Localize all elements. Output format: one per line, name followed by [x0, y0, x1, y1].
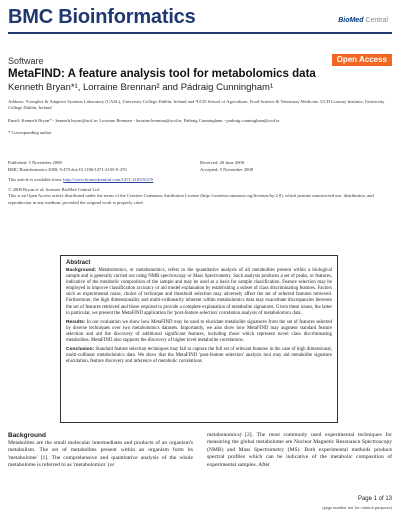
- abstract-box: [60, 255, 338, 423]
- author-address: Address: ¹Complex & Adaptive Systems Laboratory (CASL), University College Dublin, Ireland and ²UCD School of Agriculture, Food Science & Veterinary Medicine, UCD Conway Institute, University College Dublin, Ireland: [8, 99, 385, 110]
- article-type: Software: [8, 56, 44, 66]
- accepted-date: Accepted: 5 November 2008: [200, 166, 253, 172]
- background-heading: Background: [8, 432, 46, 439]
- review-dates: [200, 160, 390, 173]
- article-url-link[interactable]: http://www.biomedcentral.com/1471-2105/9/470: [63, 177, 154, 182]
- conclusion-text: Standard feature selection techniques may fail to capture the full set of relevant features in the case of high dimensional, multi-collinear metabolomics data. We show that the MetaFIND 'post-feature selection' analysis tool may aid metabolite signature elucidation, feature discovery and inference of metabolic correlations.: [66, 347, 332, 365]
- availability-prefix: This article is available from:: [8, 177, 64, 182]
- corresponding-author-note: * Corresponding author: [8, 130, 52, 135]
- publisher-logo: [338, 14, 388, 28]
- license-text: This is an Open Access article distributed under the terms of the Creative Commons Attribution License (http://creativecommons.org/licenses/by/2.0), which permits unrestricted use, distribution, and reproduction in any medium, provided the original work is properly cited.: [8, 193, 374, 205]
- license-block: [8, 187, 392, 206]
- availability-line: [8, 177, 392, 184]
- abstract-conclusion: [66, 347, 332, 365]
- published-date: Published: 5 November 2008: [8, 160, 62, 165]
- logo-biomed: BioMed: [338, 17, 364, 24]
- abstract-heading: Abstract: [66, 260, 91, 266]
- body-column-left: Metabolites are the small molecular intermediates and products of an organism's metabolism. The set of metabolites present within an organism form its 'metabolome' [1]. The comprehensive and quantitative analysis of the whole metabolome is referred to as 'metabolomics' (or: [8, 440, 193, 469]
- open-access-badge[interactable]: Open Access: [332, 54, 392, 66]
- author-list: Kenneth Bryan*¹, Lorraine Brennan² and Pádraig Cunningham¹: [8, 82, 274, 93]
- publication-info: [8, 160, 198, 173]
- header-rule: [8, 32, 392, 34]
- page-number-note: (page number not for citation purposes): [322, 505, 392, 510]
- results-text: In our evaluation we show how MetaFIND may be used to elucidate metabolite signatures from the set of features selected by diverse techniques over two metabolomics datasets. Importantly, we also show how MetaFIND may augment standard feature selection and aid the discovery of additional significant features, including those which represent novel class discriminating metabolites. MetaFIND also supports the discovery of higher level metabolite correlations.: [66, 319, 332, 344]
- citation-line: BMC Bioinformatics 2008, 9:470 doi:10.1186/1471-2105-9-470: [8, 166, 127, 172]
- body-column-right: metabonomics) [2]. The most commonly used experimental techniques for measuring the global metabolome are Nuclear Magnetic Resonance Spectroscopy (NMR) and Mass Spectrometry (MS). Both experimental methods produce spectral profiles which can be indicative of the metabolic composition of experimental samples. After: [207, 432, 392, 468]
- conclusion-label: Conclusion:: [66, 347, 95, 353]
- copyright-line: © 2008 Bryan et al; licensee BioMed Central Ltd.: [8, 187, 100, 192]
- abstract-results: [66, 320, 332, 344]
- page-number: Page 1 of 13: [357, 496, 392, 502]
- received-date: Received: 26 June 2008: [200, 160, 245, 165]
- abstract-background: [66, 268, 332, 317]
- logo-central: Central: [365, 17, 388, 24]
- results-label: Results:: [66, 319, 86, 325]
- author-emails: Email: Kenneth Bryan* - kenneth.bryan@ucd.ie; Lorraine Brennan - lorraine.brennan@ucd.ie; Pádraig Cunningham - padraig.cunningham@ucd.ie: [8, 118, 280, 123]
- background-label: Background:: [66, 268, 97, 273]
- journal-name: BMC Bioinformatics: [8, 6, 196, 28]
- background-text: Metabolomics, or metabonomics, refers to the quantitative analysis of all metabolites present within a biological sample and is generally carried out using NMR spectroscopy or Mass Spectrometry. Such analysis produces a set of peaks, or features, indicative of the metabolic composition of the sample and may be used as a basis for sample classification. Feature selection may be employed to improve classification accuracy or aid model explanation by establishing a subset of class discriminating features. Factors such as experimental noise, choice of technique and threshold selection may adversely affect the set of selected features retrieved. Furthermore, the high dimensionality and multi-collinearity inherent within metabolomics data may exacerbate discrepancies between the set of features retrieved and those required to provide a complete explanation of metabolite signatures. Given these issues, the latter in particular, we present the MetaFIND application for 'post-feature selection' correlation analysis of metabolomics data.: [66, 268, 332, 316]
- article-title: MetaFIND: A feature analysis tool for metabolomics data: [8, 68, 316, 80]
